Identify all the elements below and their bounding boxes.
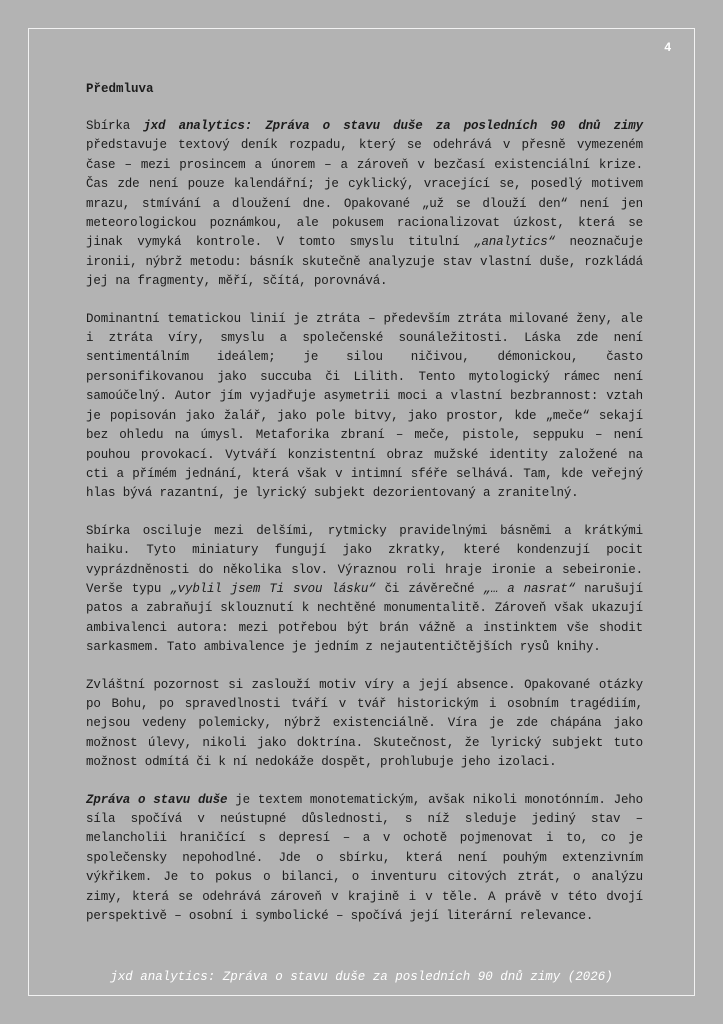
- text-run: narušují patos a zabraňují sklouznutí k nechtěné monumentalitě. Zároveň však ukazují ambivalenci autora: mezi potřebou být brán vážně a instinktem vše shodit sarkasmem. Tato ambivalence je jedním z nejautentičtějších rysů knihy.: [86, 581, 643, 655]
- text-run: Sbírka: [86, 119, 144, 133]
- text-run: Zvláštní pozornost si zaslouží motiv víry a její absence. Opakované otázky po Bohu, po spravedlnosti tváří v tvář historickým i osobním tragédiím, nejsou vedeny polemicky, nýbrž existenciálně. Víra je zde chápána jako možnost úlevy, nikoli jako doktrína. Skutečnost, že lyrický subjekt tuto možnost odmítá či k ní nedokáže dospět, prohlubuje jeho izolaci.: [86, 677, 643, 770]
- paragraph: [86, 117, 643, 292]
- emphasis-text: „vyblil jsem Ti svou lásku“: [170, 581, 376, 596]
- text-run: neoznačuje ironii, nýbrž metodu: básník skutečně analyzuje stav vlastní duše, rozkládá jej na fragmenty, měří, sčítá, porovnává.: [86, 235, 643, 289]
- text-run: představuje textový deník rozpadu, který se odehrává v přesně vymezeném čase – mezi prosincem a únorem – a zároveň v bezčasí existenciální krize. Čas zde není pouze kalendářní; je cyklický, vracející se, posedlý motivem mrazu, stmívání a dloužení dne. Opakované „už se dlouží den“ není jen meteorologickou poznámkou, ale pokusem racionalizovat úzkost, která se jinak vymyká kontrole. V tomto smyslu titulní: [86, 138, 643, 250]
- page-footer: jxd analytics: Zpráva o stavu duše za posledních 90 dnů zimy (2026): [110, 970, 613, 984]
- paragraph: [86, 522, 643, 658]
- emphasis-text: „analytics“: [474, 235, 555, 250]
- emphasis-text: jxd analytics: Zpráva o stavu duše za posledních 90 dnů zimy: [143, 119, 643, 133]
- emphasis-text: Zpráva o stavu duše: [86, 792, 228, 807]
- page-title: Předmluva: [86, 82, 154, 96]
- preface-body: [86, 117, 643, 926]
- paragraph: [86, 310, 643, 504]
- page-content: [86, 80, 643, 944]
- paragraph: [86, 791, 643, 927]
- text-run: Sbírka osciluje mezi delšími, rytmicky pravidelnými básněmi a krátkými haiku. Tyto miniatury fungují jako zkratky, které kondenzují pocit vyprázdněnosti do několika slov. Výraznou roli hraje ironie a sebeironie. Verše typu: [86, 523, 643, 596]
- text-run: je textem monotematickým, avšak nikoli monotónním. Jeho síla spočívá v neústupné důslednosti, s níž sleduje jediný stav – melancholii hraničící s depresí – a v ochotě pojmenovat i to, co je společensky nepohodlné. Jde o sbírku, která není pouhým extenzivním výkřikem. Je to pokus o bilanci, o inventuru citových ztrát, o analýzu zimy, která se odehrává zároveň v krajině i v těle. A právě v této dvojí perspektivě – osobní i symbolické – spočívá její literární relevance.: [86, 792, 643, 924]
- emphasis-text: „… a nasrat“: [483, 581, 576, 596]
- text-run: Dominantní tematickou linií je ztráta – především ztráta milované ženy, ale i ztráta víry, smyslu a společenské sounáležitosti. Láska zde není sentimentálním ideálem; je silou ničivou, démonickou, často personifikovanou jako succuba či Lilith. Tento mytologický rámec není samoúčelný. Autor jím vyjadřuje asymetrii moci a vlastní bezbrannost: vztah je popisován jako žalář, jako pole bitvy, jako prostor, kde „meče“ sekají bez ohledu na úmysl. Metaforika zbraní – meče, pistole, seppuku – není pouhou provokací. Vytváří konzistentní obraz mužské identity založené na cti a přímém jednání, která však v intimní sféře selhává. Tam, kde veřejný hlas bývá razantní, je lyrický subjekt dezorientovaný a zranitelný.: [86, 311, 643, 501]
- text-run: či závěrečné: [375, 581, 484, 596]
- page-number: 4: [664, 40, 671, 54]
- paragraph: [86, 676, 643, 773]
